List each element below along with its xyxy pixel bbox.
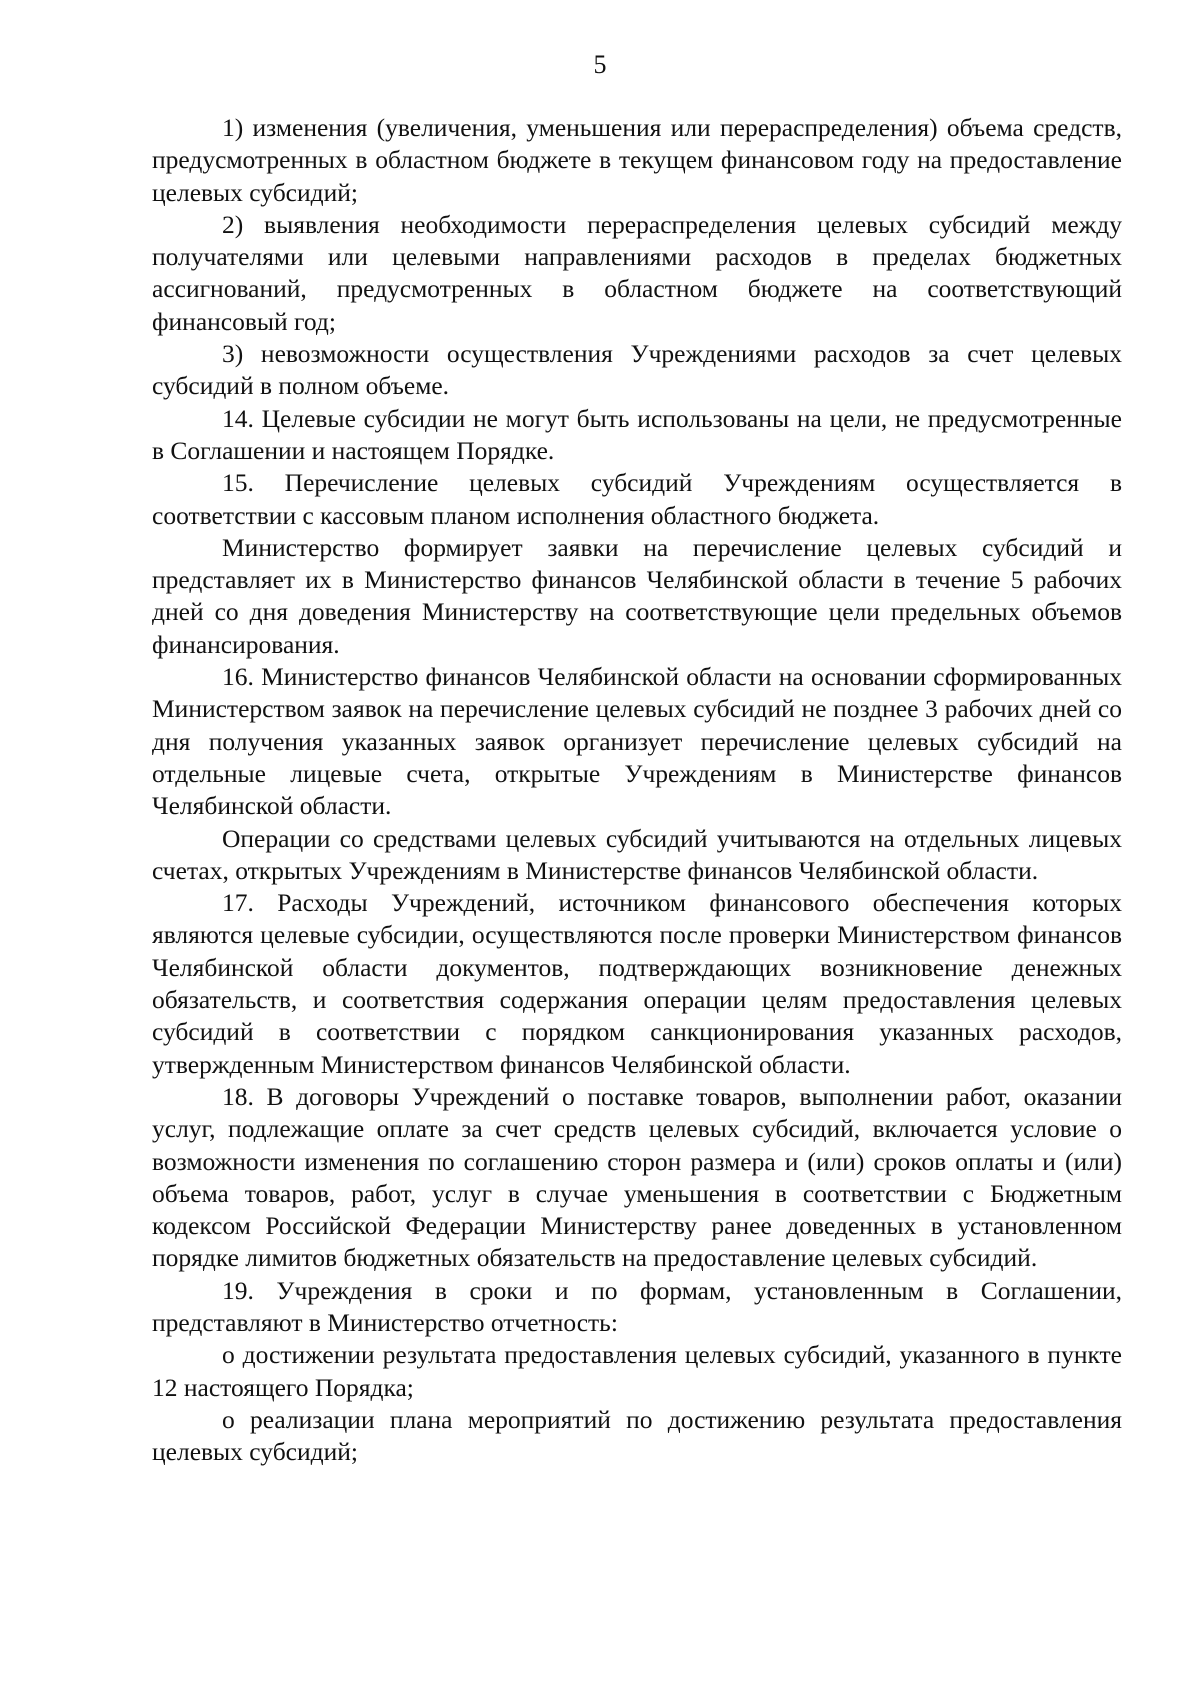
paragraph-clause-15-continued: Министерство формирует заявки на перечисление целевых субсидий и представляет их в Министерство финансов Челябинской области в течение 5 рабочих дней со дня доведения Министерству на соответствующие цели предельных объемов финансирования.: [152, 532, 1122, 659]
paragraph-clause-16-continued: Операции со средствами целевых субсидий учитываются на отдельных лицевых счетах, открытых Учреждениям в Министерстве финансов Челябинской области.: [152, 823, 1122, 885]
paragraph-clause-16: 16. Министерство финансов Челябинской области на основании сформированных Министерством заявок на перечисление целевых субсидий не позднее 3 рабочих дней со дня получения указанных заявок организует перечисление целевых субсидий на отдельные лицевые счета, открытые Учреждениям в Министерстве финансов Челябинской области.: [152, 662, 1122, 821]
paragraph-clause-14: 14. Целевые субсидии не могут быть использованы на цели, не предусмотренные в Соглашении и настоящем Порядке.: [152, 403, 1122, 465]
page-number: 5: [593, 50, 607, 79]
document-body: [152, 112, 1122, 1468]
paragraph-clause-19: 19. Учреждения в сроки и по формам, установленным в Соглашении, представляют в Министерство отчетность:: [152, 1275, 1122, 1337]
paragraph-item-3: 3) невозможности осуществления Учреждениями расходов за счет целевых субсидий в полном объеме.: [152, 339, 1122, 401]
paragraph-item-1: 1) изменения (увеличения, уменьшения или перераспределения) объема средств, предусмотренных в областном бюджете в текущем финансовом году на предоставление целевых субсидий;: [152, 113, 1122, 207]
paragraph-clause-19-report-plan: о реализации плана мероприятий по достижению результата предоставления целевых субсидий;: [152, 1404, 1122, 1467]
paragraph-item-2: 2) выявления необходимости перераспределения целевых субсидий между получателями или целевыми направлениями расходов в пределах бюджетных ассигнований, предусмотренных в областном бюджете на соответствующий финансовый год;: [152, 209, 1122, 336]
paragraph-clause-19-report-result: о достижении результата предоставления целевых субсидий, указанного в пункте 12 настоящего Порядка;: [152, 1340, 1122, 1402]
paragraph-clause-17: 17. Расходы Учреждений, источником финансового обеспечения которых являются целевые субсидии, осуществляются после проверки Министерством финансов Челябинской области документов, подтверждающих возникновение денежных обязательств, и соответствия содержания операции целям предоставления целевых субсидий в соответствии с порядком санкционирования указанных расходов, утвержденным Министерством финансов Челябинской области.: [152, 888, 1122, 1079]
paragraph-clause-15: 15. Перечисление целевых субсидий Учреждениям осуществляется в соответствии с кассовым планом исполнения областного бюджета.: [152, 468, 1122, 530]
paragraph-clause-18: 18. В договоры Учреждений о поставке товаров, выполнении работ, оказании услуг, подлежащие оплате за счет средств целевых субсидий, включается условие о возможности изменения по соглашению сторон размера и (или) сроков оплаты и (или) объема товаров, работ, услуг в случае уменьшения в соответствии с Бюджетным кодексом Российской Федерации Министерству ранее доведенных в установленном порядке лимитов бюджетных обязательств на предоставление целевых субсидий.: [152, 1081, 1122, 1273]
